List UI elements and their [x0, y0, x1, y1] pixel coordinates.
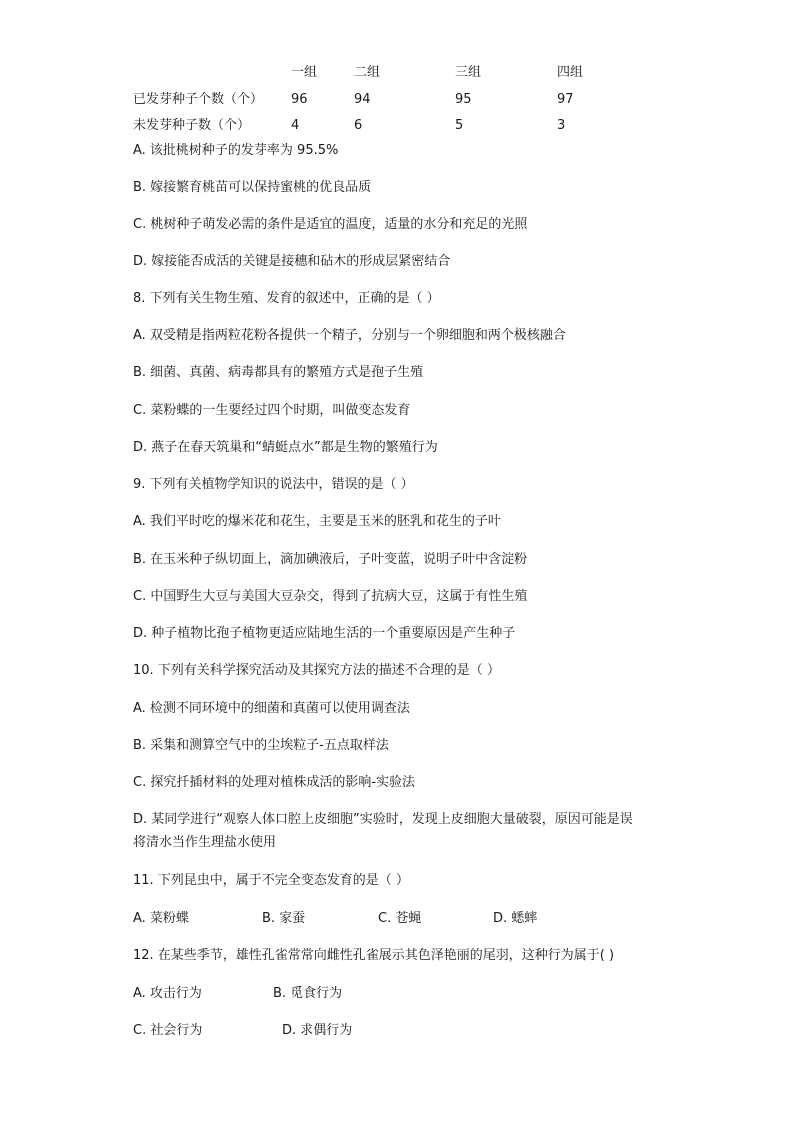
table-cell: 5 [455, 118, 464, 133]
q12-option-c: C. 社会行为 [133, 1023, 203, 1038]
q11-option-d: D. 蟋蟀 [493, 911, 538, 926]
q12-option-a: A. 攻击行为 [133, 986, 202, 1001]
q9-option-b: B. 在玉米种子纵切面上，滴加碘液后，子叶变蓝，说明子叶中含淀粉 [133, 552, 528, 567]
q12-option-d: D. 求偶行为 [282, 1023, 353, 1038]
q7-option-c: C. 桃树种子萌发必需的条件是适宜的温度，适量的水分和充足的光照 [133, 217, 528, 232]
table-cell: 95 [455, 92, 472, 107]
q12-stem: 12. 在某些季节，雄性孔雀常常向雌性孔雀展示其色泽艳丽的尾羽，这种行为属于( ) [133, 948, 615, 963]
row-label-germinated: 已发芽种子个数（个） [133, 92, 264, 107]
table-cell: 6 [354, 118, 363, 133]
col-header-4: 四组 [557, 65, 584, 80]
table-cell: 96 [291, 92, 308, 107]
q9-option-c: C. 中国野生大豆与美国大豆杂交，得到了抗病大豆，这属于有性生殖 [133, 589, 528, 604]
q10-option-b: B. 采集和测算空气中的尘埃粒子-五点取样法 [133, 738, 389, 753]
q10-option-d: D. 某同学进行“观察人体口腔上皮细胞”实验时，发现上皮细胞大量破裂，原因可能是误 [133, 812, 633, 827]
q11-option-c: C. 苍蝇 [378, 911, 422, 926]
table-cell: 3 [557, 118, 566, 133]
q8-option-c: C. 菜粉蝶的一生要经过四个时期，叫做变态发育 [133, 403, 411, 418]
q7-option-d: D. 嫁接能否成活的关键是接穗和砧木的形成层紧密结合 [133, 254, 451, 269]
q11-option-b: B. 家蚕 [262, 911, 306, 926]
q11-stem: 11. 下列昆虫中，属于不完全变态发育的是（ ） [133, 873, 409, 888]
q8-stem: 8. 下列有关生物生殖、发育的叙述中，正确的是（ ） [133, 291, 440, 306]
q10-stem: 10. 下列有关科学探究活动及其探究方法的描述不合理的是（ ） [133, 663, 500, 678]
col-header-3: 三组 [455, 65, 482, 80]
col-header-1: 一组 [291, 65, 318, 80]
q9-stem: 9. 下列有关植物学知识的说法中，错误的是（ ） [133, 477, 414, 492]
q8-option-b: B. 细菌、真菌、病毒都具有的繁殖方式是孢子生殖 [133, 365, 424, 380]
q7-option-a: A. 该批桃树种子的发芽率为 95.5% [133, 143, 339, 158]
q11-option-a: A. 菜粉蝶 [133, 911, 189, 926]
q9-option-d: D. 种子植物比孢子植物更适应陆地生活的一个重要原因是产生种子 [133, 626, 516, 641]
q7-option-b: B. 嫁接繁育桃苗可以保持蜜桃的优良品质 [133, 180, 372, 195]
q9-option-a: A. 我们平时吃的爆米花和花生，主要是玉米的胚乳和花生的子叶 [133, 514, 501, 529]
q10-option-a: A. 检测不同环境中的细菌和真菌可以使用调查法 [133, 701, 410, 716]
q12-option-b: B. 觅食行为 [273, 986, 343, 1001]
q8-option-a: A. 双受精是指两粒花粉各提供一个精子，分别与一个卵细胞和两个极核融合 [133, 328, 566, 343]
table-cell: 94 [354, 92, 371, 107]
table-cell: 4 [291, 118, 300, 133]
table-cell: 97 [557, 92, 574, 107]
q10-option-d-continued: 将清水当作生理盐水使用 [133, 835, 277, 850]
q10-option-c: C. 探究扦插材料的处理对植株成活的影响-实验法 [133, 775, 416, 790]
col-header-2: 二组 [354, 65, 381, 80]
row-label-not-germinated: 未发芽种子数（个） [133, 118, 251, 133]
q8-option-d: D. 燕子在春天筑巢和“蜻蜓点水”都是生物的繁殖行为 [133, 440, 438, 455]
